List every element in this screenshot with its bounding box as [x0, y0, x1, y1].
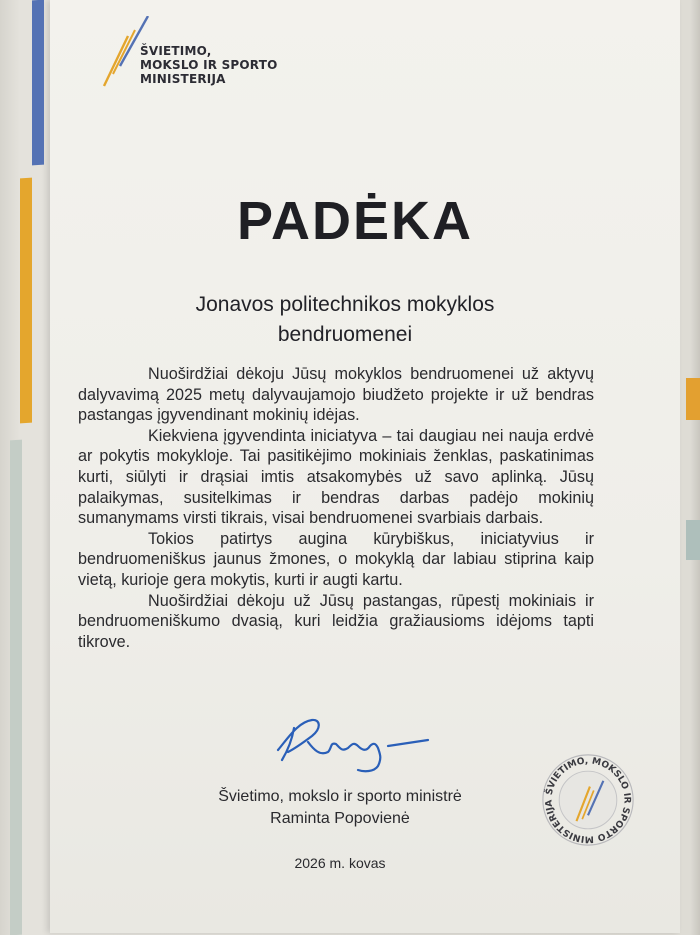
signer-name: Raminta Popovienė — [270, 810, 410, 827]
back-sheet-orange-edge — [686, 378, 700, 420]
yellow-stripe — [20, 178, 32, 424]
ministry-name-line-3: MINISTERIJA — [140, 72, 226, 86]
recipient-line-1: Jonavos politechnikos mokyklos — [195, 293, 495, 316]
document-date: 2026 m. kovas — [294, 855, 386, 871]
ministry-name — [140, 44, 340, 86]
signer-block — [140, 786, 540, 830]
back-sheet-grey-edge — [686, 520, 700, 560]
body-paragraph-1: Nuoširdžiai dėkoju Jūsų mokyklos bendruomenei už aktyvų dalyvavimą 2025 metų dalyvaujamojo biudžeto projekte ir už bendras pastangas įgyvendinant mokinių idėjas. — [78, 365, 594, 425]
letter-body — [78, 364, 594, 652]
body-paragraph-2: Kiekviena įgyvendinta iniciatyva – tai daugiau nei nauja erdvė ar pokytis mokykloje. Tai pasitikėjimo mokiniais ženklas, paskatinimas kurti, siūlyti ir drąsiai imtis atsakomybės už savo aplinką. Jūsų palaikymas, susitelkimas ir bendras darbas padėjo mokinių sumanymams virsti tikrais, visai bendruomenei svarbiais darbais. — [78, 426, 594, 528]
ministry-name-line-2: MOKSLO IR SPORTO — [140, 58, 278, 72]
recipient — [120, 290, 570, 350]
document-title: PADĖKA — [236, 191, 473, 251]
ministry-name-line-1: ŠVIETIMO, — [140, 44, 212, 58]
body-paragraph-4: Nuoširdžiai dėkoju už Jūsų pastangas, rūpestį mokiniais ir bendruomeniškumo dvasią, kuri leidžia gražiausioms idėjoms tapti tikrove. — [78, 591, 594, 651]
blue-stripe — [32, 0, 44, 165]
handwritten-signature — [268, 708, 438, 778]
seal-ring-text: ŠVIETIMO, MOKSLO IR SPORTO MINISTERIJA — [544, 756, 632, 844]
grey-stripe — [10, 440, 22, 935]
body-paragraph-3: Tokios patirtys augina kūrybiškus, iniciatyvius ir bendruomeniškus jaunus žmones, o mokyklą dar labiau stiprina kaip vietą, kurioje gera mokytis, kurti ir augti kartu. — [78, 529, 594, 589]
recipient-line-2: bendruomenei — [277, 323, 413, 346]
ministry-seal-stamp — [540, 752, 636, 848]
signer-title: Švietimo, mokslo ir sporto ministrė — [218, 788, 462, 805]
